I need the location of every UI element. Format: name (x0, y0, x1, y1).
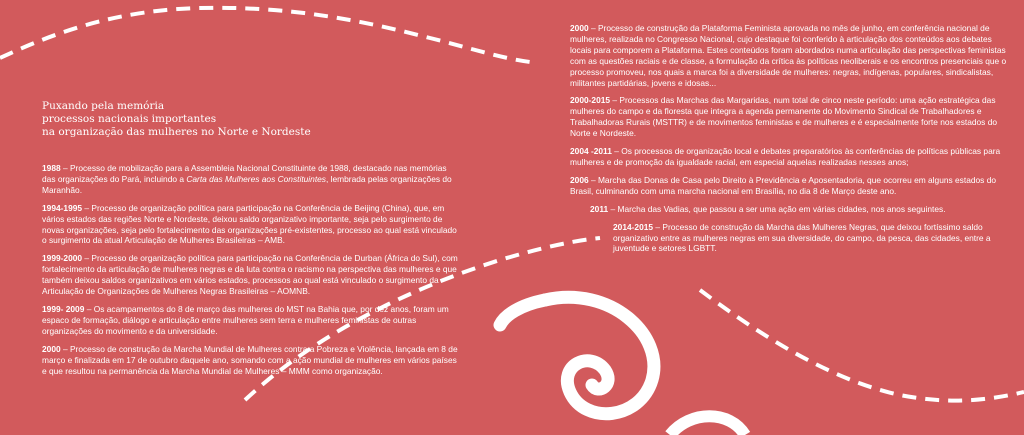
entry-text: – Processo de construção da Plataforma Feminista aprovada no mês de junho, em conferência nacional de mulheres, realizada no Congresso Nacional, cujo destaque foi conferido à articulação dos conteúdos aos debates locais para comporem a Plataforma. Estes conteúdos foram abordados numa articulação das perspectivas feministas com as questões raciais e de classe, a formulação da crítica às políticas neoliberais e os encontros presenciais que o processo promoveu, nos quais a marca foi a diversidade de mulheres: negras, indígenas, populares, sindicalistas, militantes partidárias, jovens e idosas... (570, 23, 1007, 88)
entry-text: – Processo de mobilização para a Assembleia Nacional Constituinte de 1988, destacado nas memórias das organizações do Pará, incluindo a (42, 163, 447, 184)
heading-subtitle-1: processos nacionais importantes (42, 113, 217, 125)
entry-text: – Processo de organização política para participação na Conferência de Durban (África do Sul), com fortalecimento da articulação de mulheres negras e da luta contra o racismo na perspectiva das mulheres e que também deixou saldos organizativos em vários estados, processos ao qual está vinculado o surgimento da Articulação de Organizações de Mulheres Negras Brasileiras – AOMNB. (42, 253, 458, 297)
entry-2006 (570, 175, 1008, 197)
entry-year: 2011 (590, 203, 609, 214)
entry-text: – Processo de construção da Marcha das Mulheres Negras, que deixou fortíssimo saldo organizativo entre as mulheres negras em sua diversidade, do campo, da pesca, das cidades, entre a juventude e setores LGBTT. (613, 221, 991, 254)
entry-text: – Marcha das Vadias, que passou a ser uma ação em várias cidades, nos anos seguintes. (608, 203, 946, 214)
entry-year: 2004 -2011 (570, 146, 612, 157)
entry-text: – Os acampamentos do 8 de março das mulheres do MST na Bahia que, por dez anos, foram um espaco de formação, diálogo e articulação entre mulheres sem terra e mulheres feministas de outras organizações do movimento e da universidade. (42, 303, 449, 336)
heading-title: Puxando pela memória (42, 100, 165, 112)
entry-text: – Processo de organização política para participação na Conferência de Beijing (China), que, em vários estados das regiões Norte e Nordeste, deixou saldo organizativo importante, seja pelo surgimento de novas organizações, seja pelo fortalecimento das organizações pré-existentes, processo ao qual está vinculado o surgimento da atual Articulação de Mulheres Brasileiras – AMB. (42, 202, 457, 246)
entry-1999-2000 (42, 253, 462, 297)
entry-1994-1995 (42, 203, 462, 247)
entry-2000-2015 (570, 95, 1008, 139)
entry-year: 2000 (570, 23, 589, 33)
entry-text-end: , lembrada pelas organizações do Maranhão. (42, 173, 452, 195)
right-column (570, 23, 1008, 261)
entry-2000-plataforma (570, 23, 1008, 88)
entry-1999-2009 (42, 304, 462, 337)
entry-2014-2015 (570, 222, 1008, 255)
spiral-ornament (545, 297, 654, 413)
heading-subtitle-2: na organização das mulheres no Norte e Nordeste (42, 126, 311, 138)
corner-swirl (670, 416, 745, 435)
dashed-curve-top (0, 8, 530, 62)
section-heading (42, 100, 372, 139)
entry-text: – Os processos de organização local e debates preparatórios às conferências de políticas públicas para mulheres e de promoção da igualdade racial, em especial aquelas realizadas nesses anos; (570, 146, 1001, 167)
spiral-tail (500, 300, 545, 325)
entry-year: 1999-2000 (42, 253, 83, 264)
entry-year: 2000-2015 (570, 95, 611, 106)
entry-2000-mmm (42, 344, 462, 377)
entry-text: – Processos das Marchas das Margaridas, num total de cinco neste período: uma ação estratégica das mulheres do campo e da floresta que integra a agenda permanente do Movimento Sindical de Trabalhadores e Trabalhadoras Rurais (MSTTR) e de movimentos feministas e de mulheres e é especialmente forte nos estados do Norte e Nordeste. (570, 95, 998, 139)
entry-1988 (42, 163, 462, 196)
entry-year: 2014-2015 (613, 221, 654, 232)
entry-year: 1999- 2009 (42, 303, 85, 314)
entry-italic: Carta das Mulheres aos Constituintes (186, 173, 326, 184)
entry-year: 2006 (570, 174, 589, 185)
entry-2011 (570, 204, 1008, 215)
entry-2004-2011 (570, 146, 1008, 168)
entry-year: 1994-1995 (42, 202, 83, 213)
entry-text: – Processo de construção da Marcha Mundial de Mulheres contra a Pobreza e Violência, lançada em 8 de março e finalizada em 17 de outubro daquele ano, somando com a ação mundial de mulheres em vários países e que resultou na permanência da Marcha Mundial de Mulheres – MMM como organização. (42, 343, 458, 376)
entry-text: – Marcha das Donas de Casa pelo Direito à Previdência e Aposentadoria, que ocorreu em alguns estados do Brasil, culminando com uma marcha nacional em Brasília, no dia 8 de Março deste ano. (570, 174, 997, 196)
left-column (42, 163, 462, 383)
dashed-curve-bottom (700, 290, 1024, 401)
entry-year: 2000 (42, 343, 61, 354)
entry-year: 1988 (42, 163, 61, 173)
